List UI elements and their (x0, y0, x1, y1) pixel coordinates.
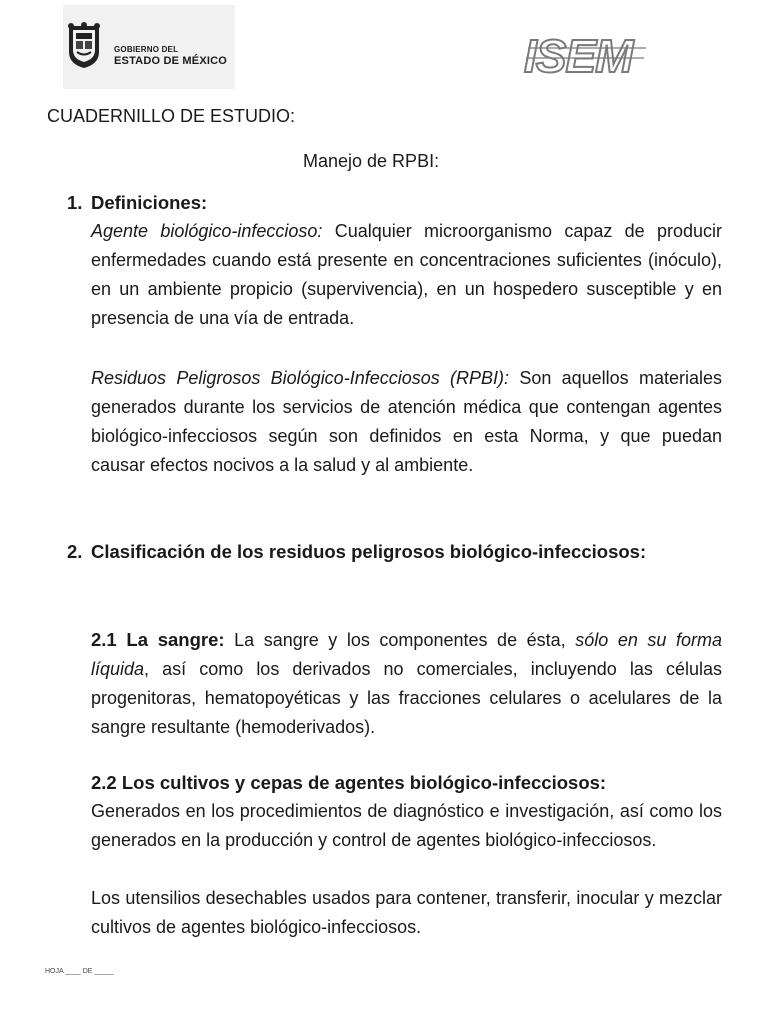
text-rpbi: Son aquellos materiales generados durante los servicios de atención médica que contengan agentes biológico-infecciosos según son definidos en esta Norma, y que puedan causar efectos nocivos a la salud y al ambiente. (91, 368, 722, 475)
text-agente: Cualquier microorganismo capaz de producir enfermedades cuando está presente en concentraciones suficientes (inóculo), en un ambiente propicio (supervivencia), en un hospedero susceptible y en presencia de una vía de entrada. (91, 221, 722, 328)
page-footer: HOJA ____ DE _____ (45, 968, 114, 975)
section-2-number: 2. (67, 541, 83, 562)
text-sangre-italic: sólo en su forma líquida (91, 630, 722, 679)
gov-line1: GOBIERNO DEL (114, 45, 179, 54)
paragraph-utensilios: Los utensilios desechables usados para contener, transferir, inocular y mezclar cultivos de agentes biológico-infecciosos. (91, 888, 722, 937)
section-1-title: Definiciones: (91, 192, 208, 213)
state-seal-icon (65, 22, 103, 70)
paragraph-agente-biologico (91, 217, 722, 333)
isem-logo-text: ISEM (524, 30, 633, 80)
text-sangre-a: La sangre y los componentes de ésta, (224, 630, 576, 650)
paragraph-cultivos: Generados en los procedimientos de diagnóstico e investigación, así como los generados en la producción y control de agentes biológico-infecciosos. (91, 801, 722, 850)
paragraph-sangre (91, 625, 722, 742)
text-sangre-b: , así como los derivados no comerciales, incluyendo las células progenitoras, hematopoyéticas y las fracciones celulares o acelulares de la sangre resultante (hemoderivados). (91, 659, 722, 737)
section-2-title: Clasificación de los residuos peligrosos biológico-infecciosos: (91, 541, 647, 562)
document-subtitle: Manejo de RPBI: (303, 151, 440, 171)
term-agente: Agente biológico-infeccioso: (91, 221, 323, 241)
subsection-2-1-title: 2.1 La sangre: (91, 629, 225, 650)
term-rpbi: Residuos Peligrosos Biológico-Infecciosos (RPBI): (91, 368, 510, 388)
gov-line2: ESTADO DE MÉXICO (114, 55, 228, 67)
gov-logo-text (114, 46, 227, 67)
isem-logo (518, 28, 654, 80)
section-1-number: 1. (67, 192, 83, 213)
document-title: CUADERNILLO DE ESTUDIO: (47, 106, 296, 126)
paragraph-rpbi-definition (91, 364, 722, 480)
subsection-2-2-title: 2.2 Los cultivos y cepas de agentes biológico-infecciosos: (91, 772, 607, 793)
